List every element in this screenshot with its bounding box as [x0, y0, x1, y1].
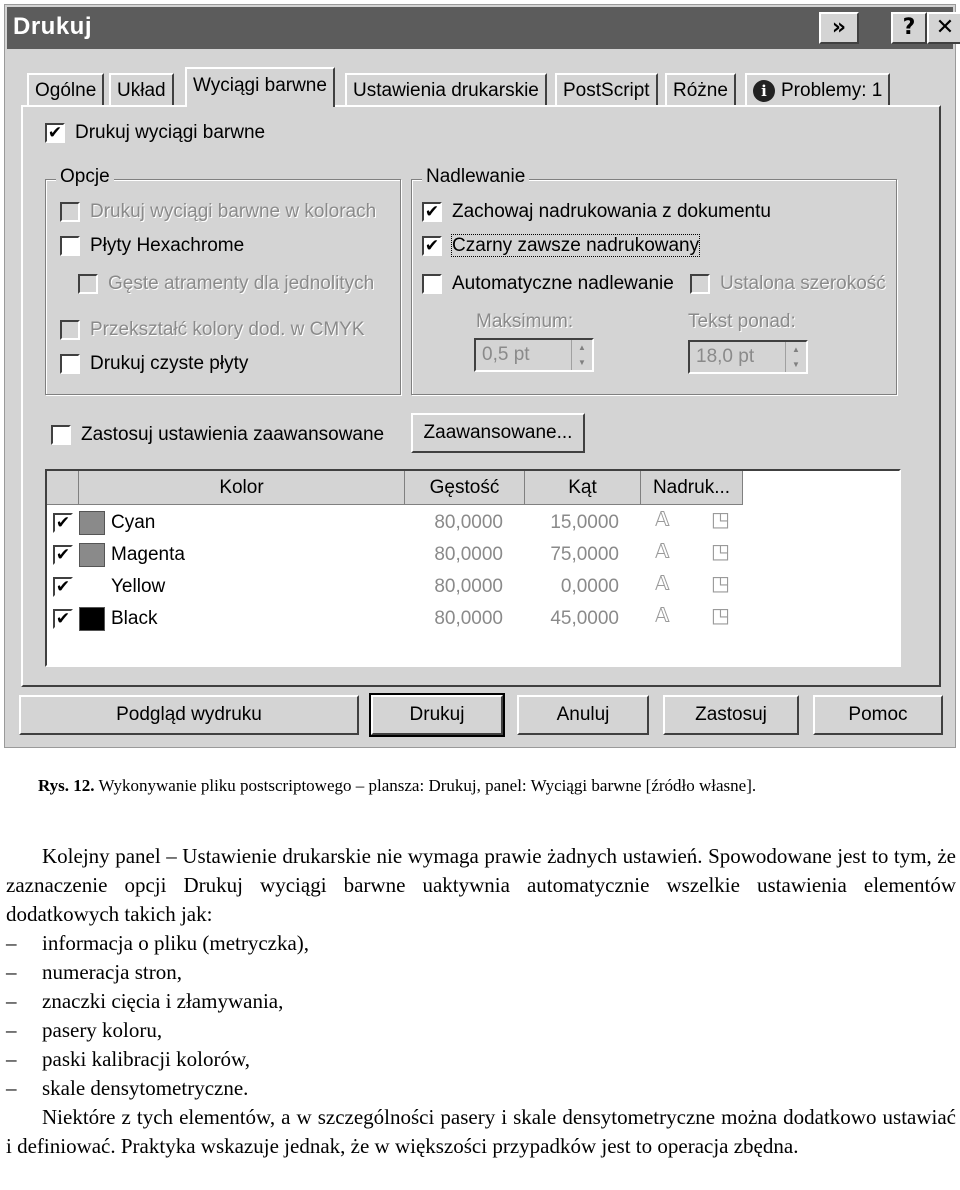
table-row[interactable]: [47, 603, 899, 635]
print-button[interactable]: Drukuj: [371, 695, 503, 735]
overprint-graphic-icon[interactable]: ◳: [711, 603, 730, 627]
list-item-text: numeracja stron,: [42, 960, 182, 984]
maximum-spinner[interactable]: [474, 338, 594, 372]
apply-button[interactable]: Zastosuj: [663, 695, 799, 735]
overprint-graphic-icon[interactable]: ◳: [711, 539, 730, 563]
plate-checkbox[interactable]: ✔: [53, 513, 73, 533]
checkbox[interactable]: [690, 274, 710, 294]
separations-panel: [21, 105, 941, 687]
color-plates-list: [45, 469, 901, 667]
list-item-text: pasery koloru,: [42, 1018, 163, 1042]
color-swatch: [79, 543, 105, 567]
color-swatch: [79, 607, 105, 631]
angle-value: 15,0000: [550, 512, 619, 533]
checkbox[interactable]: [60, 236, 80, 256]
info-icon: i: [753, 80, 775, 102]
list-item: – pasery koloru,: [6, 1018, 163, 1042]
list-item-text: informacja o pliku (metryczka),: [42, 931, 310, 955]
density-value: 80,0000: [434, 576, 503, 597]
option-label: Automatyczne nadlewanie: [452, 273, 674, 294]
option-label: Przekształć kolory dod. w CMYK: [90, 319, 365, 340]
tab-general[interactable]: Ogólne: [27, 73, 104, 105]
checkbox[interactable]: [78, 274, 98, 294]
plate-checkbox[interactable]: ✔: [53, 545, 73, 565]
list-header-overprint[interactable]: Nadruk...: [641, 471, 743, 505]
list-item: – numeracja stron,: [6, 960, 182, 984]
maximum-value: 0,5 pt: [482, 344, 530, 365]
text-above-spinner[interactable]: [688, 340, 808, 374]
print-preview-button[interactable]: Podgląd wydruku: [19, 695, 359, 735]
print-separations-checkbox[interactable]: ✔: [45, 123, 65, 143]
cancel-button[interactable]: Anuluj: [517, 695, 649, 735]
table-row[interactable]: [47, 571, 899, 603]
tab-separations[interactable]: Wyciągi barwne: [185, 67, 335, 107]
spinner-arrows[interactable]: ▲ ▼: [571, 340, 592, 370]
list-item: – skale densytometryczne.: [6, 1076, 249, 1100]
advanced-settings-option[interactable]: [51, 423, 384, 447]
option-label: Płyty Hexachrome: [90, 235, 245, 256]
color-swatch: [79, 575, 105, 599]
tab-misc[interactable]: Różne: [665, 73, 736, 105]
paragraph-1: Kolejny panel – Ustawienie drukarskie nie wymaga prawie żadnych ustawień. Spowodowane jest to tym, że zaznaczenie opcji Drukuj wyciągi barwne uaktywnia automatycznie wszelkie ustawienia elementów dodatkowych takich jak:: [6, 844, 956, 926]
overprint-text-icon[interactable]: 𝔸: [655, 571, 670, 595]
table-row[interactable]: [47, 507, 899, 539]
title-bar: [7, 7, 953, 49]
color-swatch: [79, 511, 105, 535]
list-header-color[interactable]: Kolor: [79, 471, 405, 505]
checkbox[interactable]: [60, 354, 80, 374]
option-convert-spot[interactable]: [60, 318, 365, 342]
option-label: Gęste atramenty dla jednolitych: [108, 273, 375, 294]
tab-layout[interactable]: Układ: [109, 73, 174, 105]
option-empty-plates[interactable]: [60, 352, 248, 376]
density-value: 80,0000: [434, 608, 503, 629]
option-dense-inks[interactable]: [78, 272, 374, 296]
tab-postscript[interactable]: PostScript: [555, 73, 658, 105]
angle-value: 45,0000: [550, 608, 619, 629]
auto-trap-option[interactable]: [422, 272, 674, 296]
advanced-button[interactable]: Zaawansowane...: [411, 413, 585, 453]
overprint-graphic-icon[interactable]: ◳: [711, 571, 730, 595]
options-group-label: Opcje: [56, 166, 114, 188]
whats-this-button[interactable]: »: [819, 12, 859, 44]
spinner-arrows[interactable]: ▲ ▼: [785, 342, 806, 372]
overprint-text-icon[interactable]: 𝔸: [655, 507, 670, 531]
close-button[interactable]: ✕: [927, 12, 960, 44]
print-dialog: [4, 4, 956, 748]
tab-prepress[interactable]: Ustawienia drukarskie: [345, 73, 547, 105]
density-value: 80,0000: [434, 512, 503, 533]
tab-issues[interactable]: [745, 73, 890, 105]
angle-value: 0,0000: [560, 576, 619, 597]
list-header-density[interactable]: Gęstość: [405, 471, 525, 505]
table-row[interactable]: [47, 539, 899, 571]
list-item-text: znaczki cięcia i złamywania,: [42, 989, 284, 1013]
overprint-graphic-icon[interactable]: ◳: [711, 507, 730, 531]
color-name: Black: [111, 608, 158, 629]
fixed-width-option[interactable]: [690, 272, 886, 296]
color-name: Cyan: [111, 512, 156, 533]
checkbox[interactable]: [60, 202, 80, 222]
list-item: – znaczki cięcia i złamywania,: [6, 989, 284, 1013]
preserve-overprints-option[interactable]: [422, 200, 771, 224]
plate-checkbox[interactable]: ✔: [53, 577, 73, 597]
checkbox[interactable]: ✔: [422, 202, 442, 222]
caption-text: Wykonywanie pliku postscriptowego – plansza: Drukuj, panel: Wyciągi barwne [źródło własne].: [98, 776, 757, 795]
option-print-in-color[interactable]: [60, 200, 376, 224]
option-hexachrome[interactable]: [60, 234, 244, 258]
color-name: Yellow: [111, 576, 166, 597]
option-label: Zachowaj nadrukowania z dokumentu: [452, 201, 771, 222]
print-separations-label: Drukuj wyciągi barwne: [75, 122, 266, 143]
tab-issues-label: Problemy: 1: [781, 80, 883, 101]
checkbox[interactable]: [51, 425, 71, 445]
checkbox[interactable]: ✔: [422, 236, 442, 256]
option-label: Drukuj wyciągi barwne w kolorach: [90, 201, 377, 222]
angle-value: 75,0000: [550, 544, 619, 565]
trapping-group: [411, 166, 897, 395]
color-name: Magenta: [111, 544, 185, 565]
list-item-text: paski kalibracji kolorów,: [42, 1047, 251, 1071]
checkbox[interactable]: [422, 274, 442, 294]
dialog-title: Drukuj: [13, 13, 93, 40]
help-bottom-button[interactable]: Pomoc: [813, 695, 943, 735]
black-overprint-option[interactable]: [422, 234, 699, 258]
maximum-label: Maksimum:: [476, 311, 574, 332]
checkbox[interactable]: [60, 320, 80, 340]
list-item-text: skale densytometryczne.: [42, 1076, 249, 1100]
text-above-label: Tekst ponad:: [688, 311, 796, 332]
caption-label: Rys. 12.: [38, 776, 95, 795]
list-item: – paski kalibracji kolorów,: [6, 1047, 251, 1071]
list-header-check: [47, 471, 79, 505]
option-label: Czarny zawsze nadrukowany: [452, 235, 700, 256]
paragraph-2: Niektóre z tych elementów, a w szczególności pasery i skale densytometryczne można dodatkowo ustawiać i definiować. Praktyka wskazuje jednak, że w większości przypadków jest to operacja zbędna.: [6, 1105, 956, 1158]
options-group: [45, 166, 401, 395]
plate-checkbox[interactable]: ✔: [53, 609, 73, 629]
print-separations-option[interactable]: [45, 121, 265, 145]
option-label: Zastosuj ustawienia zaawansowane: [81, 424, 385, 445]
help-button[interactable]: ?: [891, 12, 927, 44]
option-label: Ustalona szerokość: [720, 273, 886, 294]
text-above-value: 18,0 pt: [696, 346, 755, 367]
overprint-text-icon[interactable]: 𝔸: [655, 603, 670, 627]
list-item: – informacja o pliku (metryczka),: [6, 931, 310, 955]
trapping-group-label: Nadlewanie: [422, 166, 529, 188]
figure-caption: [38, 776, 756, 796]
option-label: Drukuj czyste płyty: [90, 353, 249, 374]
list-header-angle[interactable]: Kąt: [525, 471, 641, 505]
density-value: 80,0000: [434, 544, 503, 565]
overprint-text-icon[interactable]: 𝔸: [655, 539, 670, 563]
